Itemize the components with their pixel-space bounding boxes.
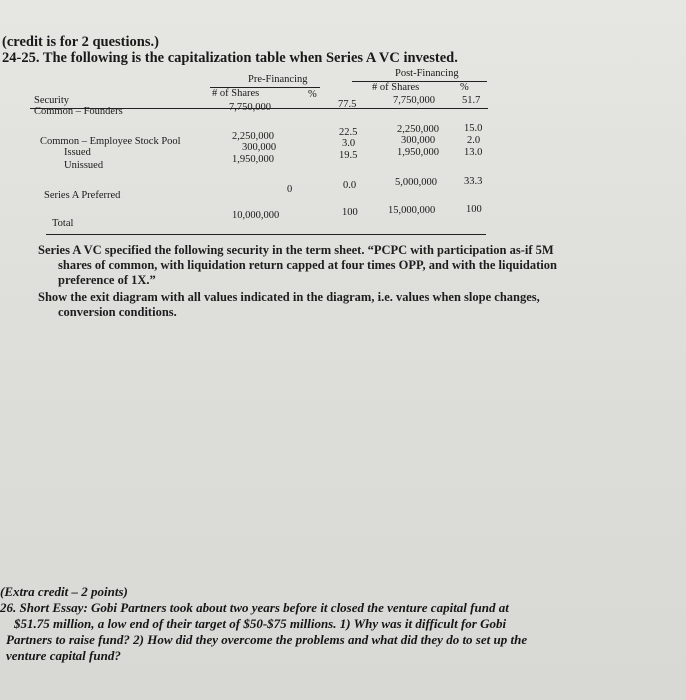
post-pct: 100 [466, 204, 482, 215]
post-shares: 300,000 [401, 135, 436, 146]
question-24-25: 24-25. The following is the capitalization table when Series A VC invested. [2, 50, 458, 66]
pre-pct: 100 [342, 207, 358, 218]
post-financing-header: Post-Financing [395, 68, 459, 79]
paragraph-line-4: Show the exit diagram with all values indicated in the diagram, i.e. values when slope changes, [38, 290, 540, 304]
post-pct: 51.7 [462, 95, 481, 106]
extra-credit-title: (Extra credit – 2 points) [0, 584, 128, 599]
row-label: Common – Founders [34, 106, 123, 117]
pre-pct: 77.5 [338, 99, 357, 110]
post-pct-header: % [460, 82, 469, 93]
pre-shares: 10,000,000 [232, 210, 280, 221]
paragraph-line-2: shares of common, with liquidation return capped at four times OPP, and with the liquidation [58, 258, 557, 272]
pre-shares-header: # of Shares [212, 88, 260, 99]
post-shares-header: # of Shares [372, 82, 420, 93]
post-pct: 33.3 [464, 176, 483, 187]
row-label: Issued [64, 147, 91, 158]
pre-pct: 19.5 [339, 150, 358, 161]
pre-pct: 22.5 [339, 127, 358, 138]
pre-pct: 3.0 [342, 138, 356, 149]
post-shares: 1,950,000 [397, 147, 439, 158]
essay-line-4: venture capital fund? [6, 648, 121, 663]
paragraph-line-3: preference of 1X.” [58, 273, 156, 287]
post-shares: 5,000,000 [395, 177, 437, 188]
pre-shares: 1,950,000 [232, 154, 274, 165]
paragraph-line-5: conversion conditions. [58, 305, 177, 319]
post-pct: 13.0 [464, 147, 483, 158]
pre-shares: 0 [287, 184, 293, 195]
paragraph-line-1: Series A VC specified the following security in the term sheet. “PCPC with participation as-if 5M [38, 243, 554, 257]
pre-pct: 0.0 [343, 180, 357, 191]
pre-financing-header: Pre-Financing [248, 74, 308, 85]
row-label: Series A Preferred [44, 190, 121, 201]
pre-pct-header: % [308, 89, 317, 100]
post-shares: 7,750,000 [393, 95, 435, 106]
post-shares: 2,250,000 [397, 124, 439, 135]
essay-line-1: 26. Short Essay: Gobi Partners took about two years before it closed the venture capital fund at [0, 600, 509, 615]
row-label: Total [52, 218, 74, 229]
essay-line-2: $51.75 million, a low end of their target of $50-$75 millions. 1) Why was it difficult for Gobi [14, 616, 507, 631]
security-header: Security [34, 95, 69, 106]
essay-line-3: Partners to raise fund? 2) How did they overcome the problems and what did they do to set up the [6, 632, 528, 647]
post-pct: 15.0 [464, 123, 483, 134]
pre-shares: 300,000 [242, 142, 277, 153]
pre-shares: 2,250,000 [232, 131, 274, 142]
post-shares: 15,000,000 [388, 205, 436, 216]
post-pct: 2.0 [467, 135, 481, 146]
row-label: Unissued [64, 160, 104, 171]
capitalization-table [0, 0, 686, 260]
table-bottom-rule [46, 234, 486, 235]
credit-note: (credit is for 2 questions.) [2, 34, 159, 50]
row-label: Common – Employee Stock Pool [40, 136, 181, 147]
pre-shares: 7,750,000 [229, 102, 271, 113]
